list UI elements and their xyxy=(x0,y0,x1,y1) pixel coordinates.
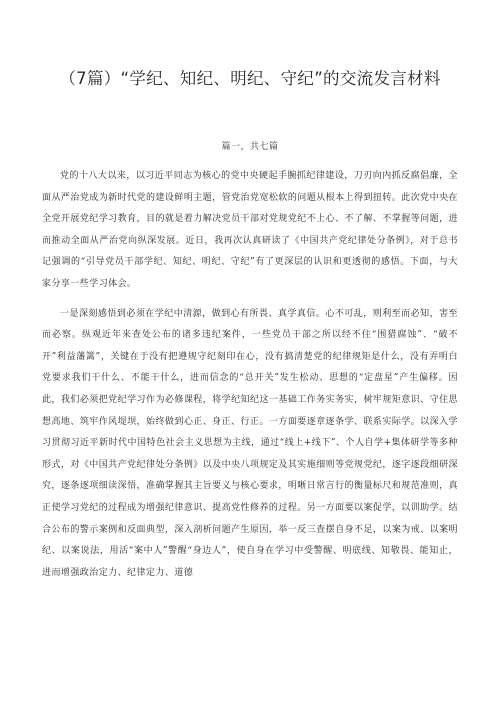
document-title: （7篇）“学纪、知纪、明纪、守纪”的交流发言材料 xyxy=(59,69,441,88)
document-subtitle: 篇一，共七篇 xyxy=(221,142,279,152)
paragraph-1: 党的十八大以来，以习近平同志为核心的党中央硬起手腕抓纪律建设，刀刃向内抓反腐倡廉，全面从严治党成为新时代党的建设鲜明主题，管党治党宽松软的问题从根本上得到扭转。此次党中央在全党开展党纪学习教育，目的就是着力解决党员干部对党规党纪不上心、不了解、不掌握等问题，进而推动全面从严治党向纵深发展。近日，我再次认真研读了《中国共产党纪律处分条例》，对于总书记强调的“引导党员干部学纪、知纪、明纪、守纪”有了更深层的认识和更透彻的感悟。下面，与大家分享一些学习体会。 xyxy=(42,171,458,289)
paragraph-2: 一是深刻感悟到必须在学纪中清源，做到心有所畏、真学真信。心不可乱，则利至而必知，害至而必察。纵观近年来查处公布的诸多违纪案件，一些党员干部之所以经不住“围猎腐蚀”、“破不开”利益藩篱”，关键在于没有把遵规守纪刻印在心，没有搞清楚党的纪律规矩是什么，没有弄明白党要求我们干什么、不能干什么，进而信念的“总开关”发生松动、思想的“定盘星”产生偏移。因此，我们必须把党纪学习作为必修课程，将学纪知纪这一基础工作务实务实，树牢规矩意识、守住思想高地、筑牢作风堤坝，始终做到心正、身正、行正。一方面要逐章逐条学、联系实际学。以深入学习贯彻习近平新时代中国特色社会主义思想为主线，通过“线上+线下”、个人自学+集体研学等多种形式，对《中国共产党纪律处分条例》以及中央八项规定及其实施细则等党规党纪，逐字逐段细研深究，逐条逐项细读深悟，准确掌握其主旨要义与核心要求，明晰日常言行的衡量标尺和规范准则，真正使学习党纪的过程成为增强纪律意识、提高党性修养的过程。另一方面要以案促学，以训助学。结合公布的警示案例和反面典型，深入剖析问题产生原因，举一反三查摆自身不足，以案为戒、以案明纪、以案说法，用活“案中人”警醒“身边人”，使自身在学习中受警醒、明底线、知敬畏、能知止，进而增强政治定力、纪律定力、道德 xyxy=(42,308,458,578)
